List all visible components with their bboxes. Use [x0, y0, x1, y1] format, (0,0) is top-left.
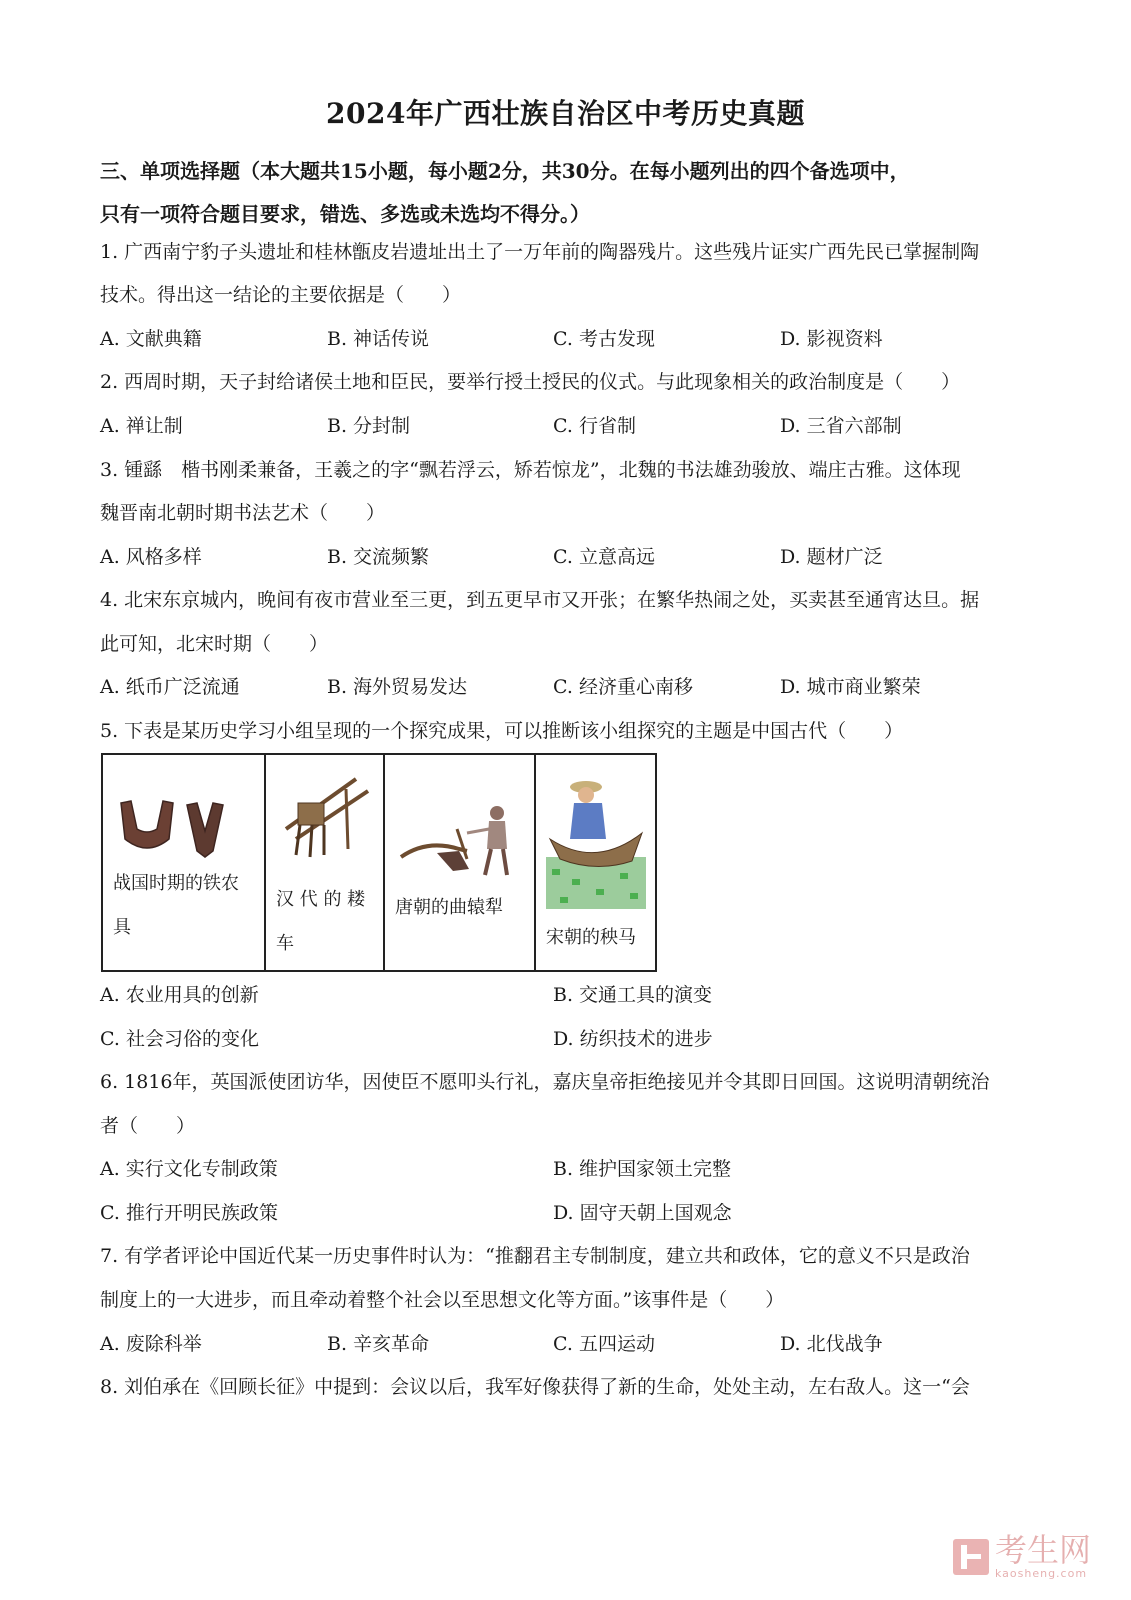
- question-5-stem: 5. 下表是某历史学习小组呈现的一个探究成果，可以推断该小组探究的主题是中国古代（ ）: [100, 720, 904, 742]
- q2-option-b: B. 分封制: [327, 415, 411, 437]
- watermark-logo-icon: [953, 1539, 989, 1575]
- curved-plow-image: [397, 799, 523, 879]
- question-6-stem: 者（ ）: [100, 1115, 196, 1137]
- q7-option-b: B. 辛亥革命: [327, 1333, 430, 1355]
- q3-option-b: B. 交流频繁: [327, 546, 430, 568]
- q5-option-a: A. 农业用具的创新: [100, 984, 259, 1006]
- q7-option-a: A. 废除科举: [100, 1333, 202, 1355]
- q4-option-b: B. 海外贸易发达: [327, 676, 468, 698]
- q3-option-d: D. 题材广泛: [780, 546, 883, 568]
- q2-option-d: D. 三省六部制: [780, 415, 902, 437]
- question-7-stem: 7. 有学者评论中国近代某一历史事件时认为：“推翻君主专制制度，建立共和政体，它的意义不只是政治: [100, 1245, 970, 1267]
- table-cell-seedling-horse: [536, 755, 655, 970]
- question-6-stem: 6. 1816年，英国派使团访华，因使臣不愿叩头行礼，嘉庆皇帝拒绝接见并令其即日回国。这说明清朝统治: [100, 1071, 990, 1093]
- section-heading: 三、单项选择题（本大题共15小题，每小题2分，共30分。在每小题列出的四个备选项中， 只有一项符合题目要求，错选、多选或未选均不得分。）: [100, 159, 910, 226]
- question-1-stem: 1. 广西南宁豹子头遗址和桂林甑皮岩遗址出土了一万年前的陶器残片。这些残片证实广西先民已掌握制陶: [100, 241, 980, 263]
- table-caption: 唐朝的曲辕犁: [395, 897, 503, 918]
- q7-option-c: C. 五四运动: [553, 1333, 655, 1355]
- table-caption: 具: [113, 917, 131, 938]
- q6-option-a: A. 实行文化专制政策: [100, 1158, 278, 1180]
- page-title: 2024年广西壮族自治区中考历史真题: [326, 97, 805, 130]
- q6-option-c: C. 推行开明民族政策: [100, 1202, 278, 1224]
- q2-option-c: C. 行省制: [553, 415, 636, 437]
- question-1-stem: 技术。得出这一结论的主要依据是（ ）: [100, 284, 462, 306]
- q4-option-d: D. 城市商业繁荣: [780, 676, 921, 698]
- table-caption: 车: [276, 933, 294, 954]
- q4-option-c: C. 经济重心南移: [553, 676, 693, 698]
- q6-option-d: D. 固守天朝上国观念: [553, 1202, 732, 1224]
- q7-option-d: D. 北伐战争: [780, 1333, 883, 1355]
- watermark-url: kaosheng.com: [994, 1567, 1088, 1580]
- q2-option-a: A. 禅让制: [100, 415, 183, 437]
- q1-option-d: D. 影视资料: [780, 328, 883, 350]
- watermark-text: 考生网: [994, 1531, 1091, 1569]
- q5-option-b: B. 交通工具的演变: [553, 984, 713, 1006]
- watermark: [953, 1533, 1091, 1580]
- question-4-stem: 4. 北宋东京城内，晚间有夜市营业至三更，到五更早市又开张；在繁华热闹之处，买卖甚至通宵达旦。据: [100, 589, 980, 611]
- q5-option-d: D. 纺织技术的进步: [553, 1028, 713, 1050]
- q6-option-b: B. 维护国家领土完整: [553, 1158, 732, 1180]
- q5-option-c: C. 社会习俗的变化: [100, 1028, 259, 1050]
- table-caption: 宋朝的秧马: [546, 927, 636, 948]
- question-8-stem: 8. 刘伯承在《回顾长征》中提到：会议以后，我军好像获得了新的生命，处处主动，左右敌人。这一“会: [100, 1376, 970, 1398]
- table-caption: 战国时期的铁农: [113, 873, 239, 894]
- seed-drill-image: [276, 769, 376, 869]
- table-cell-curved-plow: [385, 755, 536, 970]
- table-caption: 汉 代 的 耧: [276, 889, 366, 910]
- question-4-stem: 此可知，北宋时期（ ）: [100, 633, 329, 655]
- table-cell-iron-tools: [103, 755, 266, 970]
- seedling-horse-image: [546, 769, 646, 909]
- table-cell-seed-drill: [266, 755, 385, 970]
- q3-option-c: C. 立意高远: [553, 546, 655, 568]
- question-3-stem: 魏晋南北朝时期书法艺术（ ）: [100, 502, 386, 524]
- q1-option-a: A. 文献典籍: [100, 328, 202, 350]
- q5-table: [101, 753, 657, 972]
- q3-option-a: A. 风格多样: [100, 546, 202, 568]
- q4-option-a: A. 纸币广泛流通: [100, 676, 240, 698]
- question-2-stem: 2. 西周时期，天子封给诸侯土地和臣民，要举行授土授民的仪式。与此现象相关的政治制度是（ ）: [100, 371, 961, 393]
- iron-farm-tools-image: [117, 791, 235, 861]
- question-7-stem: 制度上的一大进步，而且牵动着整个社会以至思想文化等方面。”该事件是（ ）: [100, 1289, 785, 1311]
- q1-option-c: C. 考古发现: [553, 328, 655, 350]
- q1-option-b: B. 神话传说: [327, 328, 430, 350]
- question-3-stem: 3. 锺繇 楷书刚柔兼备，王羲之的字“飘若浮云，矫若惊龙”，北魏的书法雄劲骏放、端庄古雅。这体现: [100, 459, 961, 481]
